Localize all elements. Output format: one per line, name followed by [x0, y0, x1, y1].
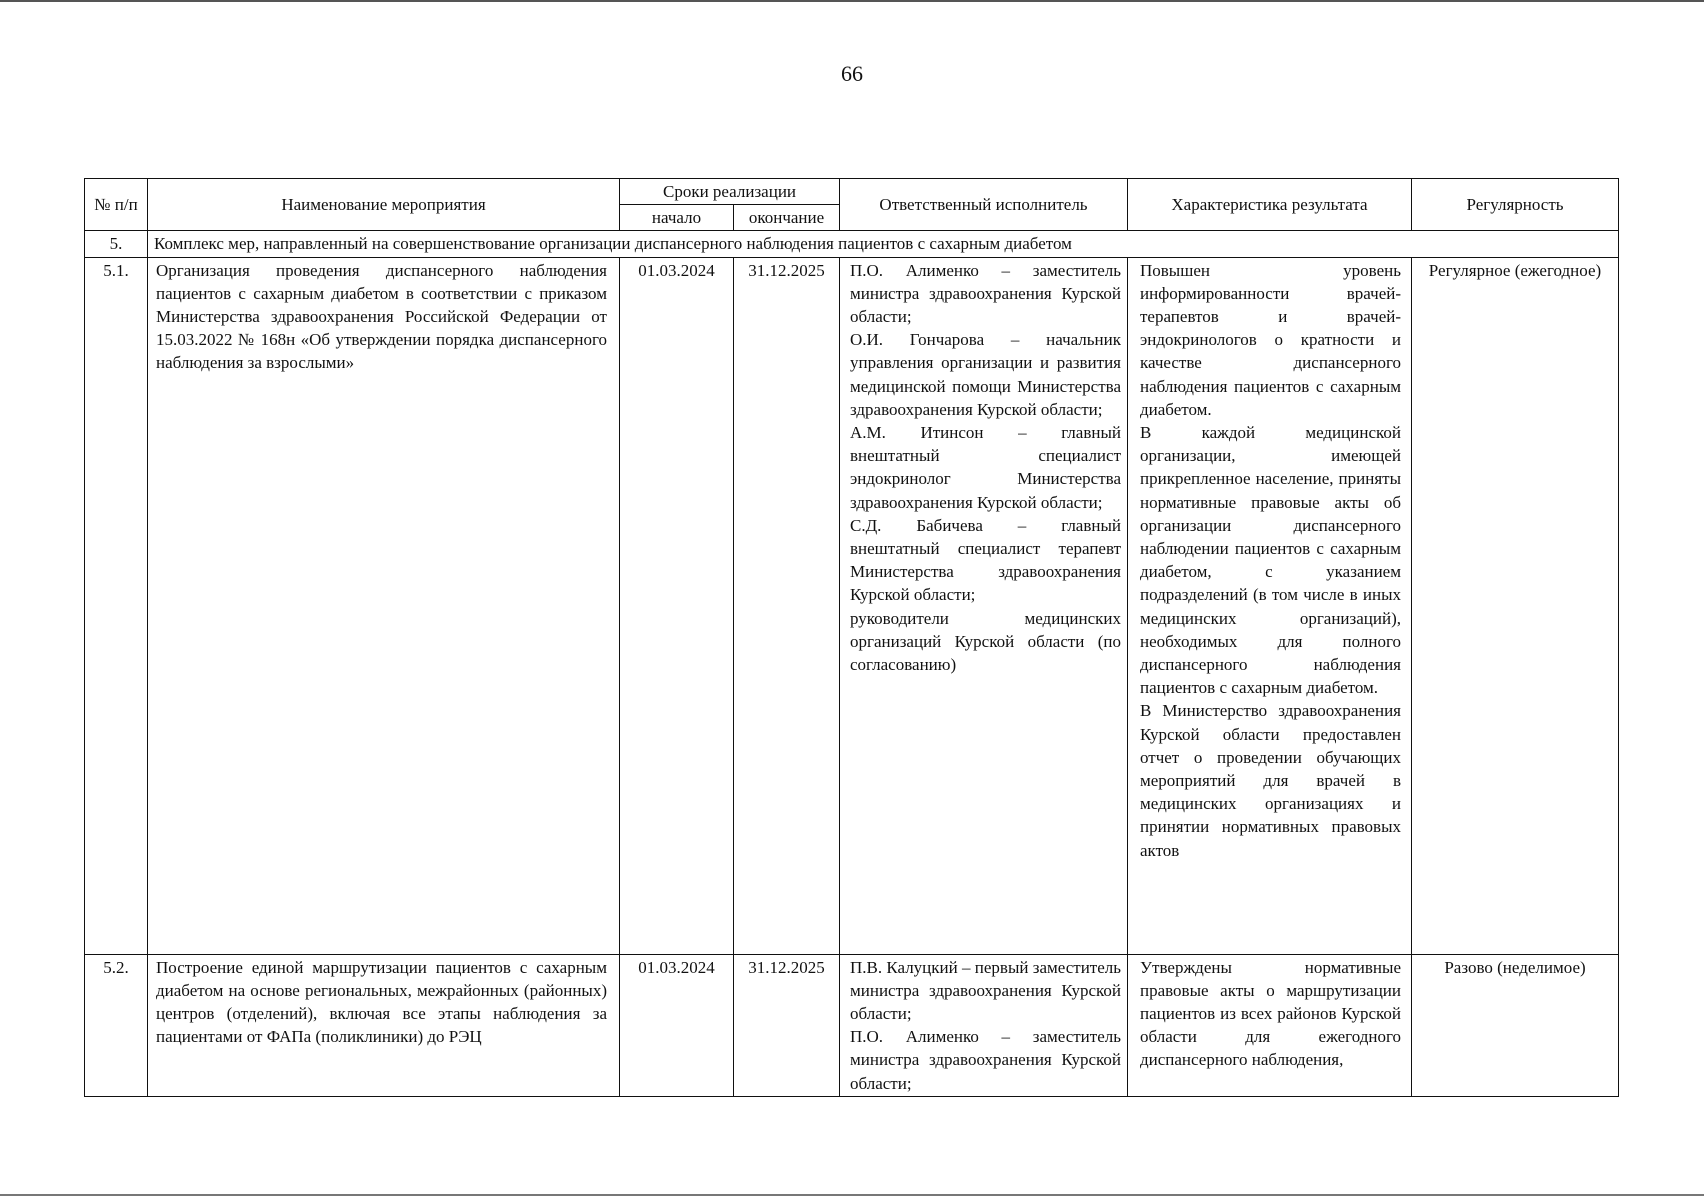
executor-entry: О.И. Гончарова – начальник управления организации и развития медицинской помощи Министерства здравоохранения Курской области; [850, 330, 1121, 419]
executor-entry: П.В. Калуцкий – первый заместитель министра здравоохранения Курской области; [850, 957, 1121, 1024]
row-activity-name: Построение единой маршрутизации пациентов с сахарным диабетом на основе региональных, межрайонных (районных) центров (отделений), включая все этапы наблюдения за пациентами от ФАПа (поликлиники) до РЭЦ [148, 954, 620, 1096]
row-results [1128, 954, 1412, 1096]
header-num: № п/п [85, 179, 148, 231]
row-regularity: Регулярное (ежегодное) [1412, 257, 1619, 954]
page-number: 66 [841, 61, 863, 86]
header-timing: Сроки реализации [620, 179, 840, 205]
executor-entry: руководители медицинских организаций Курской области (по согласованию) [850, 608, 1121, 675]
result-paragraph: В каждой медицинской организации, имеющей прикрепленное население, приняты нормативные правовые акты об организации диспансерного наблюдении пациентов с сахарным диабетом, с указанием подразделений (в том числе в иных медицинских организаций), необходимых для полного диспансерного наблюдения пациентов с сахарным диабетом. [1140, 423, 1401, 698]
page-bottom-edge [0, 1194, 1704, 1196]
result-paragraph: В Министерство здравоохранения Курской области предоставлен отчет о проведении обучающих мероприятий для врачей в медицинских организациях и принятии нормативных правовых актов [1140, 701, 1401, 860]
row-end-date: 31.12.2025 [734, 954, 840, 1096]
table-row [85, 257, 1619, 954]
result-paragraph: Утверждены нормативные правовые акты о маршрутизации пациентов из всех районов Курской области для ежегодного диспансерного наблюдения, [1140, 957, 1401, 1070]
row-end-date: 31.12.2025 [734, 257, 840, 954]
row-regularity: Разово (неделимое) [1412, 954, 1619, 1096]
executor-entry: С.Д. Бабичева – главный внештатный специалист терапевт Министерства здравоохранения Курской области; [850, 515, 1121, 605]
row-executors [840, 954, 1128, 1096]
executor-entry: П.О. Алименко – заместитель министра здравоохранения Курской области; [850, 260, 1121, 327]
header-executor: Ответственный исполнитель [840, 179, 1128, 231]
section-title: Комплекс мер, направленный на совершенствование организации диспансерного наблюдения пациентов с сахарным диабетом [148, 231, 1619, 257]
result-paragraph: Повышен уровень информированности врачей-терапевтов и врачей-эндокринологов о кратности и качестве диспансерного наблюдения пациентов с сахарным диабетом. [1140, 260, 1401, 419]
header-result: Характеристика результата [1128, 179, 1412, 231]
header-regularity: Регулярность [1412, 179, 1619, 231]
header-end: окончание [734, 205, 840, 231]
table-row [85, 954, 1619, 1096]
header-row-top [85, 179, 1619, 205]
executor-entry: А.М. Итинсон – главный внештатный специалист эндокринолог Министерства здравоохранения Курской области; [850, 423, 1121, 512]
row-executors [840, 257, 1128, 954]
row-start-date: 01.03.2024 [620, 954, 734, 1096]
row-start-date: 01.03.2024 [620, 257, 734, 954]
page-top-edge [0, 0, 1704, 2]
row-num: 5.1. [85, 257, 148, 954]
row-num: 5.2. [85, 954, 148, 1096]
section-num: 5. [85, 231, 148, 257]
header-name: Наименование мероприятия [148, 179, 620, 231]
row-activity-name: Организация проведения диспансерного наблюдения пациентов с сахарным диабетом в соответствии с приказом Министерства здравоохранения Российской Федерации от 15.03.2022 № 168н «Об утверждении порядка диспансерного наблюдения за взрослыми» [148, 257, 620, 954]
header-start: начало [620, 205, 734, 231]
executor-entry: П.О. Алименко – заместитель министра здравоохранения Курской области; [850, 1027, 1121, 1093]
row-results [1128, 257, 1412, 954]
activity-plan-table [84, 178, 1619, 1097]
section-row [85, 231, 1619, 257]
